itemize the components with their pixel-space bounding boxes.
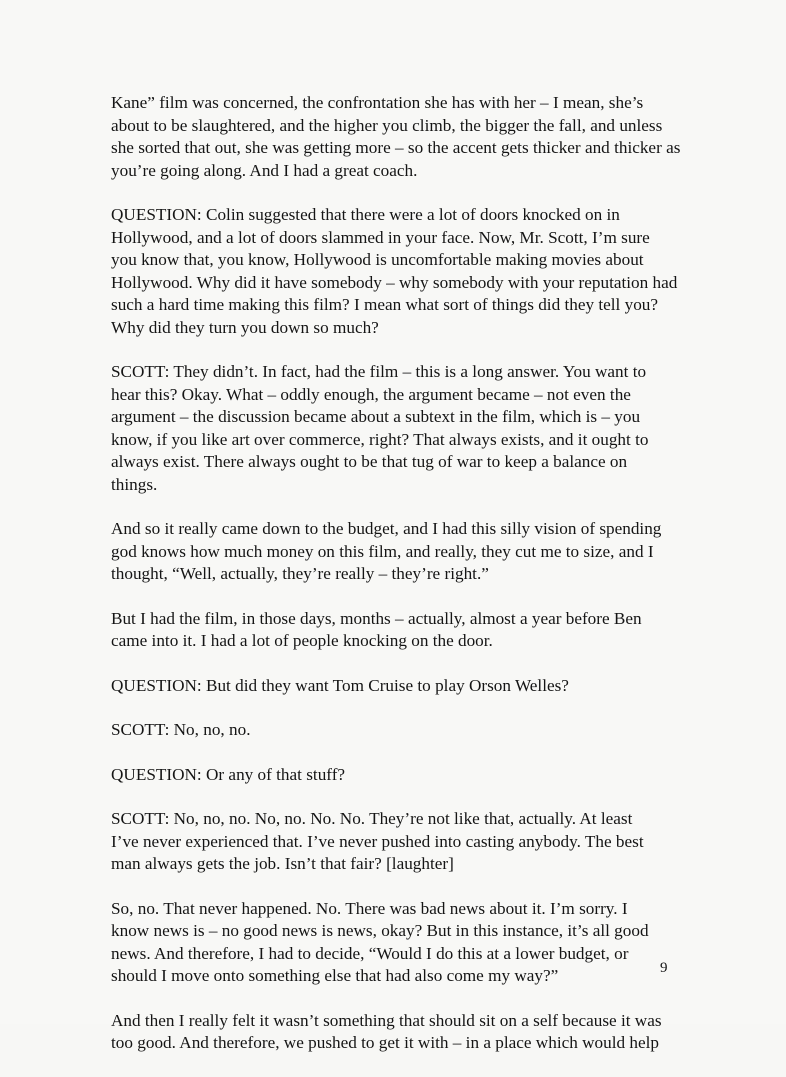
text-line: So, no. That never happened. No. There was bad news about it. I’m sorry. I <box>111 898 628 918</box>
text-line: came into it. I had a lot of people knocking on the door. <box>111 631 493 650</box>
text-line: hear this? Okay. What – oddly enough, the argument became – not even the <box>111 384 631 404</box>
text-line: you know that, you know, Hollywood is uncomfortable making movies about <box>111 250 644 269</box>
text-line: And so it really came down to the budget, and I had this silly vision of spending <box>111 519 662 538</box>
text-line: always exist. There always ought to be that tug of war to keep a balance on <box>111 452 628 471</box>
transcript-body <box>111 92 679 1077</box>
text-line: SCOTT: No, no, no. <box>111 720 251 739</box>
text-line: QUESTION: Or any of that stuff? <box>111 764 346 784</box>
paragraph <box>111 764 679 787</box>
paragraph <box>111 719 679 742</box>
text-line: Kane” film was concerned, the confrontation she has with her – I mean, she’s <box>111 93 644 112</box>
text-line: she sorted that out, she was getting more – so the accent gets thicker and thicker as <box>111 138 681 157</box>
text-line: And then I really felt it wasn’t something that should sit on a self because it was <box>111 1010 662 1030</box>
text-line: things. <box>111 474 158 494</box>
paragraph <box>111 1010 679 1055</box>
text-line: But I had the film, in those days, months – actually, almost a year before Ben <box>111 608 642 628</box>
text-line: thought, “Well, actually, they’re really – they’re right.” <box>111 564 489 583</box>
text-line: god knows how much money on this film, and really, they cut me to size, and I <box>111 541 654 561</box>
text-line: too good. And therefore, we pushed to get it with – in a place which would help <box>111 1033 659 1052</box>
paragraph <box>111 608 679 653</box>
text-line: about to be slaughtered, and the higher you climb, the bigger the fall, and unless <box>111 115 663 135</box>
text-line: argument – the discussion became about a subtext in the film, which is – you <box>111 407 641 426</box>
text-line: man always gets the job. Isn’t that fair? [laughter] <box>111 854 454 873</box>
text-line: Hollywood. Why did it have somebody – why somebody with your reputation had <box>111 272 678 292</box>
paragraph <box>111 204 679 339</box>
text-line: you’re going along. And I had a great coach. <box>111 160 418 180</box>
text-line: QUESTION: Colin suggested that there were a lot of doors knocked on in <box>111 205 620 224</box>
text-line: news. And therefore, I had to decide, “Would I do this at a lower budget, or <box>111 943 629 963</box>
text-line: Hollywood, and a lot of doors slammed in your face. Now, Mr. Scott, I’m sure <box>111 227 650 247</box>
text-line: know, if you like art over commerce, right? That always exists, and it ought to <box>111 429 649 449</box>
text-line: I’ve never experienced that. I’ve never pushed into casting anybody. The best <box>111 831 644 851</box>
text-line: know news is – no good news is news, okay? But in this instance, it’s all good <box>111 921 649 940</box>
text-line: QUESTION: But did they want Tom Cruise to play Orson Welles? <box>111 675 569 695</box>
paragraph <box>111 675 679 698</box>
text-line: SCOTT: No, no, no. No, no. No. No. They’re not like that, actually. At least <box>111 809 633 828</box>
paragraph <box>111 92 679 182</box>
text-line: should I move onto something else that had also come my way?” <box>111 966 559 985</box>
page-number: 9 <box>660 960 668 976</box>
paragraph <box>111 518 679 586</box>
paragraph <box>111 361 679 496</box>
paragraph <box>111 898 679 988</box>
text-line: Why did they turn you down so much? <box>111 317 379 337</box>
text-line: such a hard time making this film? I mean what sort of things did they tell you? <box>111 295 659 314</box>
paragraph <box>111 808 679 876</box>
text-line: SCOTT: They didn’t. In fact, had the film – this is a long answer. You want to <box>111 362 647 381</box>
